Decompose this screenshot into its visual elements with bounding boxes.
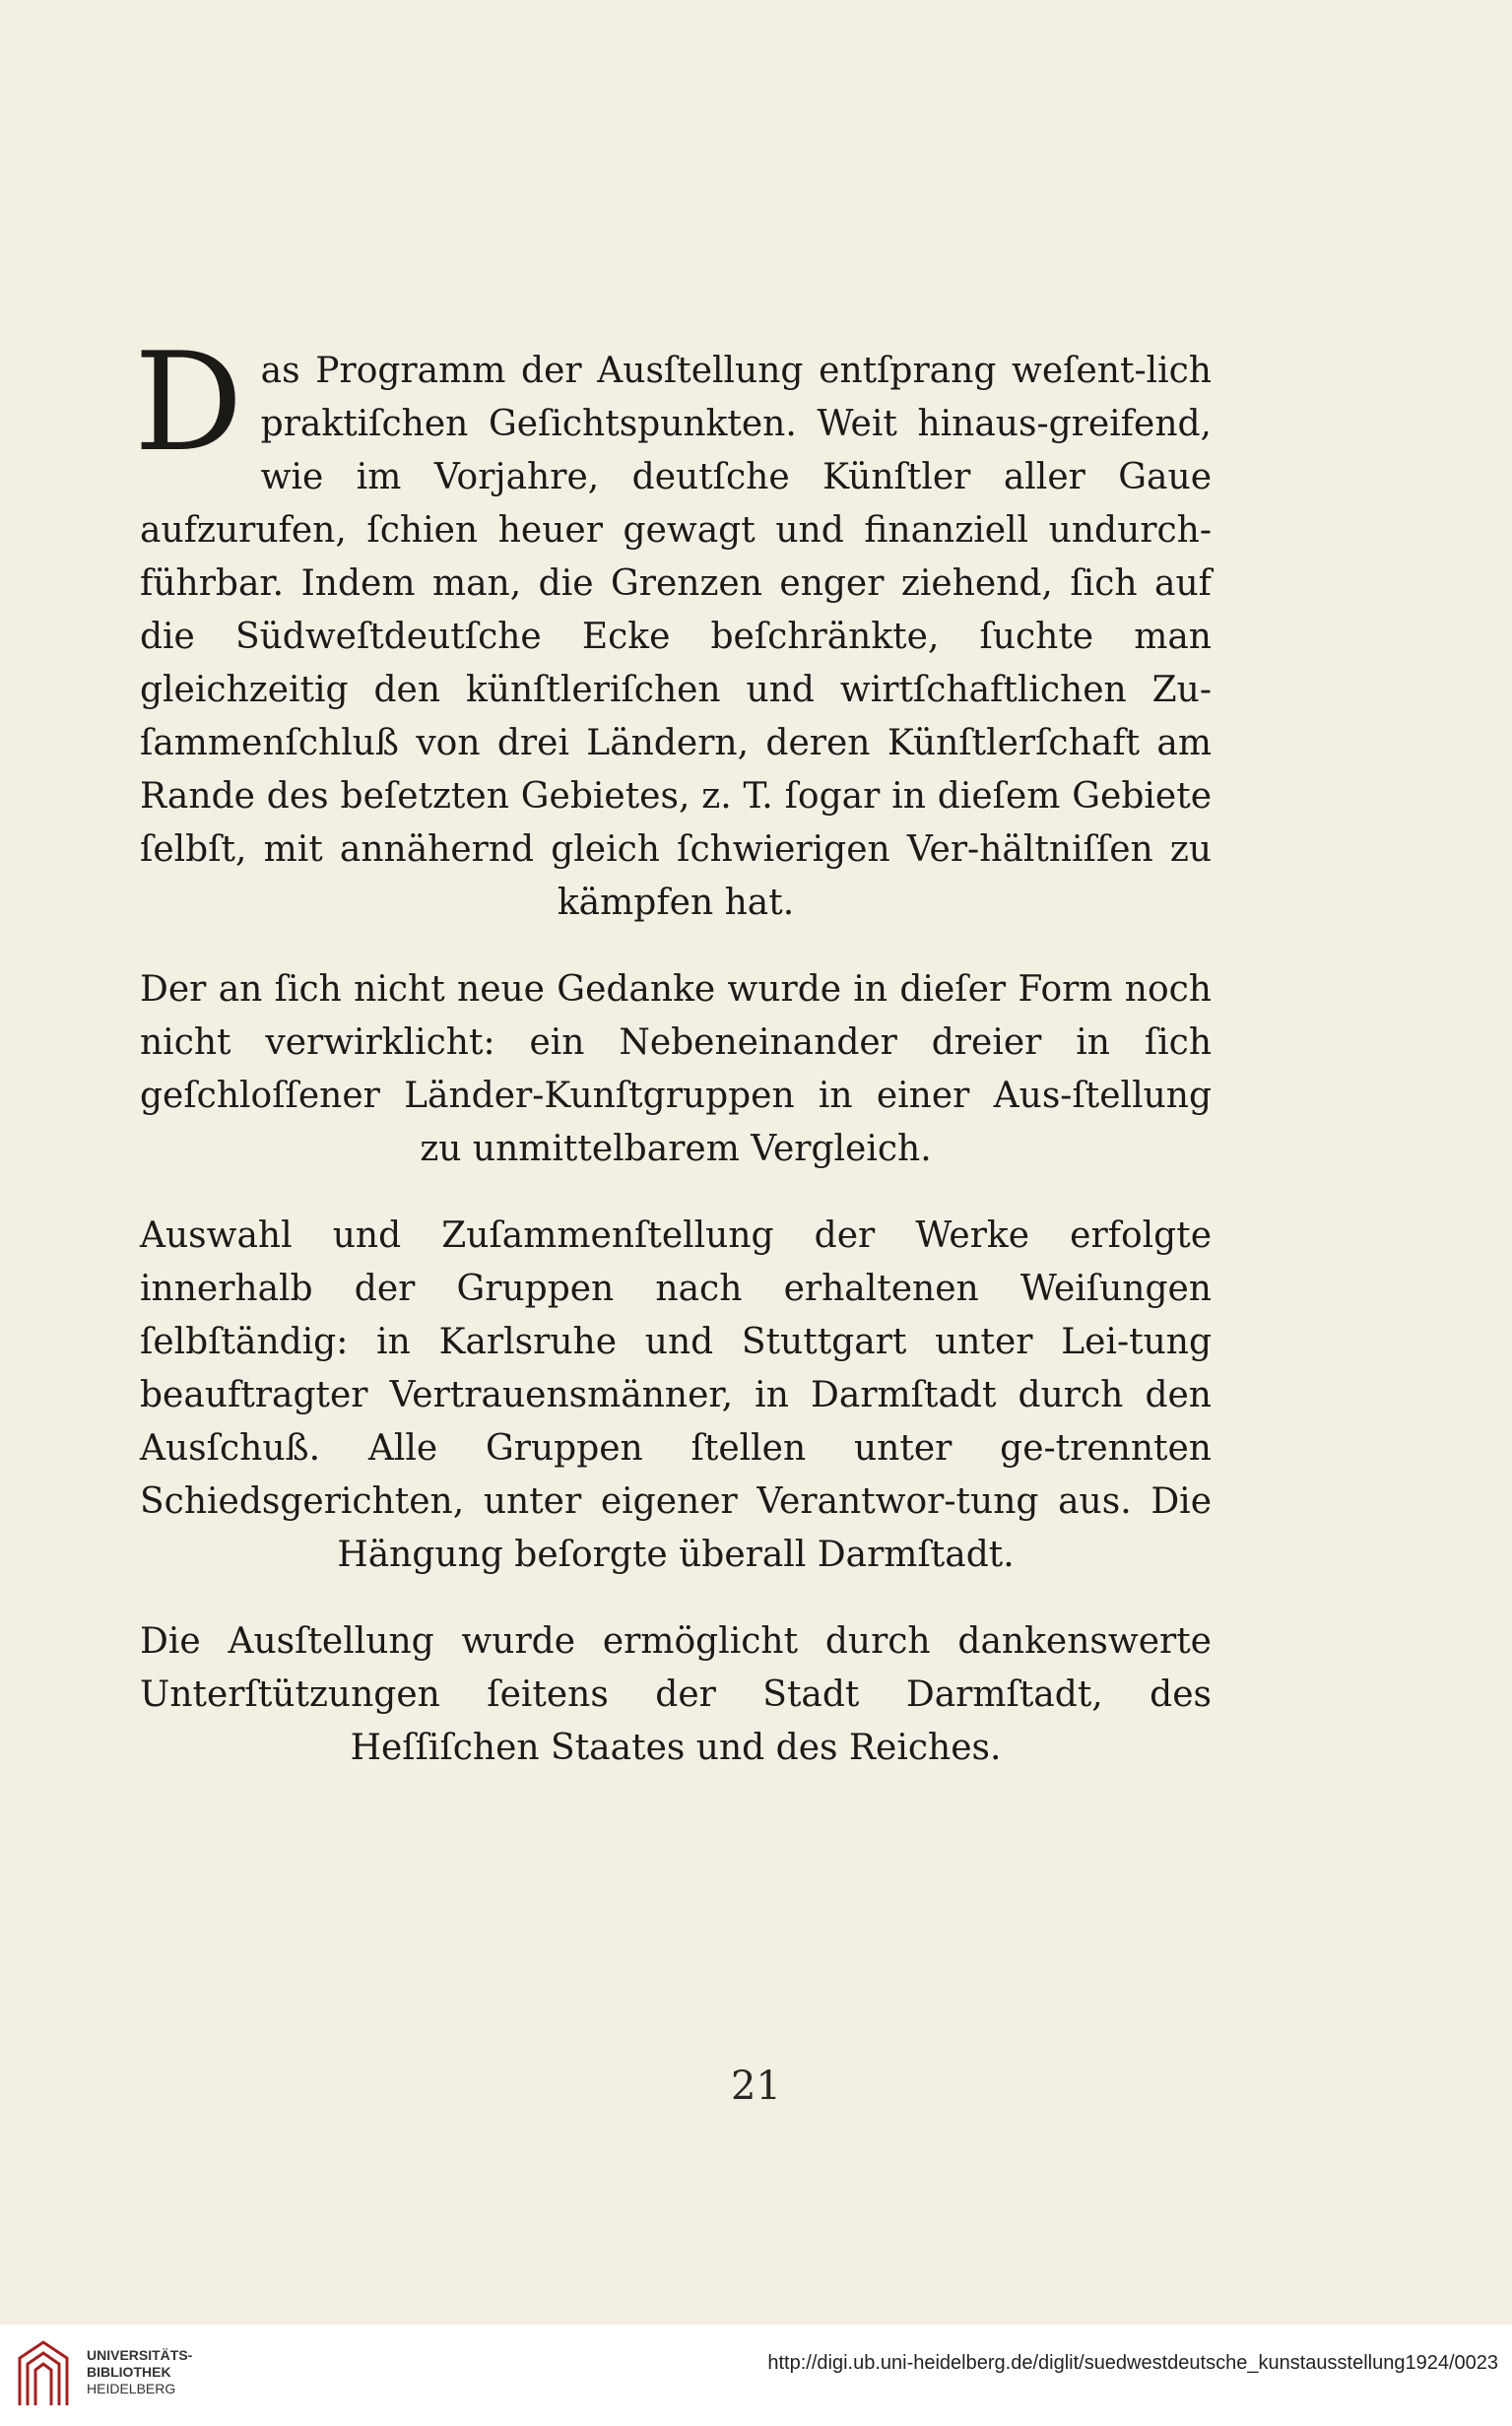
drop-cap-initial: D: [134, 323, 243, 482]
library-name: [87, 2347, 192, 2397]
paragraph-4: Die Ausſtellung wurde ermöglicht durch dankenswerte Unterſtützungen ſeitens der Stadt Darmſtadt, des Heſſiſchen Staates und des Reiches.: [140, 1621, 1212, 1768]
paragraph-3: Auswahl und Zuſammenſtellung der Werke erfolgte innerhalb der Gruppen nach erhaltenen Weiſungen ſelbſtändig: in Karlsruhe und Stuttgart unter Lei-tung beauftragter Vertrauensmänner, in Darmſtadt durch den Ausſchuß. Alle Gruppen ſtellen unter ge-trennten Schiedsgerichten, unter eigener Verantwor-tung aus. Die Hängung beſorgte überall Darmſtadt.: [140, 1215, 1212, 1575]
paragraph-2: Der an ſich nicht neue Gedanke wurde in dieſer Form noch nicht verwirklicht: ein Nebeneinander dreier in ſich geſchloſſener Länder-Kunſtgruppen in einer Aus-ſtellung zu unmittelbarem Vergleich.: [140, 969, 1212, 1169]
library-logo-icon: [14, 2336, 73, 2413]
library-name-line3: HEIDELBERG: [87, 2381, 176, 2396]
body-text: [134, 323, 1212, 1808]
paragraph-1-text: as Programm der Ausſtellung entſprang weſent-lich praktiſchen Geſichtspunkten. Weit hinaus-greifend, wie im Vorjahre, deutſche Künſtler aller Gaue aufzurufen, ſchien heuer gewagt und finanziell undurch-führbar. Indem man, die Grenzen enger ziehend, ſich auf die Südweſtdeutſche Ecke beſchränkte, ſuchte man gleichzeitig den künſtleriſchen und wirtſchaftlichen Zu-ſammenſchluß von drei Ländern, deren Künſtlerſchaft am Rande des beſetzten Gebietes, z. T. ſogar in dieſem Gebiete ſelbſt, mit annähernd gleich ſchwierigen Ver-hältniſſen zu kämpfen hat.: [140, 351, 1212, 923]
paragraph-1: [134, 323, 1212, 930]
source-url-link[interactable]: http://digi.ub.uni-heidelberg.de/diglit/suedwestdeutsche_kunstausstellung1924/0023: [767, 2352, 1498, 2374]
digitization-footer: [0, 2325, 1512, 2426]
page-number: 21: [731, 2064, 781, 2109]
library-name-line1: UNIVERSITÄTS-: [87, 2347, 193, 2363]
library-name-line2: BIBLIOTHEK: [87, 2364, 171, 2380]
